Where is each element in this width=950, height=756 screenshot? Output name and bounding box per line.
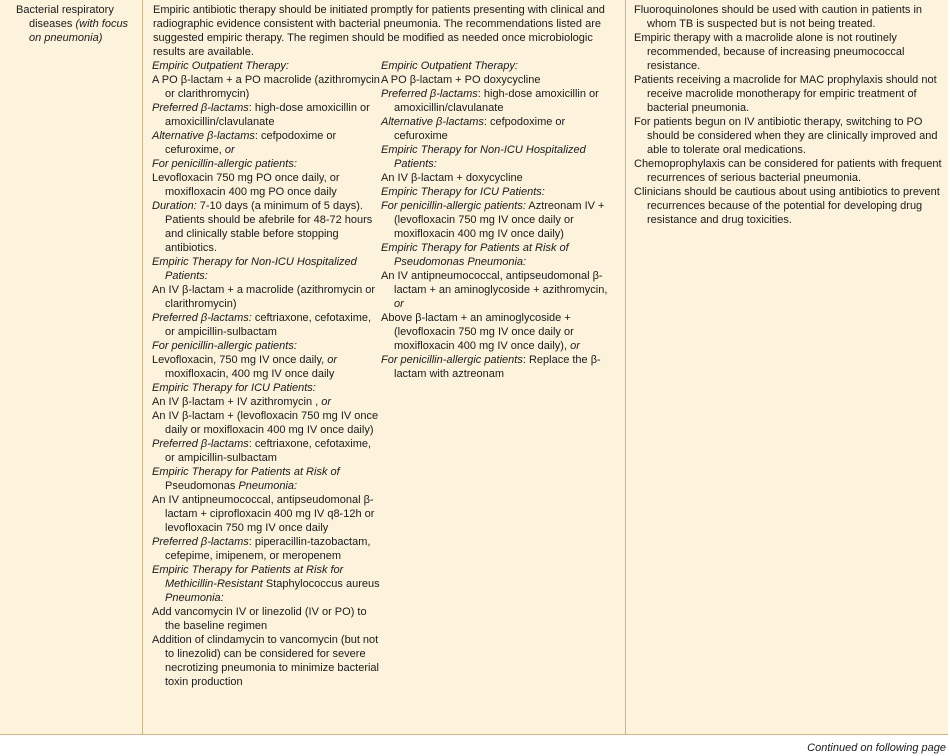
therapy-line: An IV antipneumococcal, antipseudomonal β-lactam + an aminoglycoside + azithromycin, or bbox=[381, 270, 608, 310]
therapy-line: Alternative β-lactams: cefpodoxime or cefuroxime bbox=[381, 116, 566, 142]
therapy-line: For penicillin-allergic patients: bbox=[152, 158, 297, 170]
preferred-therapy-list bbox=[152, 59, 380, 689]
therapy-line: Empiric Therapy for Non-ICU Hospitalized Patients: bbox=[381, 144, 586, 170]
comment-item: Clinicians should be cautious about using antibiotics to prevent recurrences because of the potential for developing drug resistance and drug toxicities. bbox=[634, 186, 940, 226]
continued-note: Continued on following page bbox=[807, 742, 946, 754]
therapy-line: A PO β-lactam + PO doxycycline bbox=[381, 74, 541, 86]
comment-item: Fluoroquinolones should be used with caution in patients in whom TB is suspected but is not being treated. bbox=[634, 4, 923, 30]
therapy-line: An IV β-lactam + a macrolide (azithromycin or clarithromycin) bbox=[152, 284, 376, 310]
therapy-line: Levofloxacin 750 mg PO once daily, or moxifloxacin 400 mg PO once daily bbox=[152, 172, 340, 198]
column-therapy bbox=[143, 0, 626, 734]
therapy-intro: Empiric antibiotic therapy should be initiated promptly for patients presenting with clinical and radiographic evidence consistent with bacterial pneumonia. The recommendations listed are suggested empiric therapy. The regimen should be modified as needed once microbiologic results are available. bbox=[153, 4, 605, 58]
therapy-line: Empiric Therapy for Patients at Risk of Pseudomonas Pneumonia: bbox=[152, 466, 340, 492]
therapy-line: Preferred β-lactams: piperacillin-tazobactam, cefepime, imipenem, or meropenem bbox=[152, 536, 371, 562]
therapy-line: Empiric Therapy for Patients at Risk for Methicillin-Resistant Staphylococcus aureus Pneumonia: bbox=[152, 564, 380, 604]
therapy-line: Empiric Therapy for Non-ICU Hospitalized Patients: bbox=[152, 256, 357, 282]
column-comments bbox=[626, 0, 948, 734]
therapy-line: Preferred β-lactams: high-dose amoxicillin or amoxicillin/clavulanate bbox=[152, 102, 370, 128]
therapy-line: Empiric Therapy for ICU Patients: bbox=[152, 382, 316, 394]
comment-item: Patients receiving a macrolide for MAC prophylaxis should not receive macrolide monotherapy for empiric treatment of bacterial pneumonia. bbox=[634, 74, 937, 114]
alternative-therapy-list bbox=[381, 59, 617, 689]
therapy-line: Preferred β-lactams: ceftriaxone, cefotaxime, or ampicillin-sulbactam bbox=[152, 438, 372, 464]
comment-item: Empiric therapy with a macrolide alone is not routinely recommended, because of increasing pneumococcal resistance. bbox=[634, 32, 905, 72]
therapy-line: An IV β-lactam + (levofloxacin 750 mg IV once daily or moxifloxacin 400 mg IV once daily) bbox=[152, 410, 379, 436]
therapy-line: Empiric Outpatient Therapy: bbox=[152, 60, 289, 72]
therapy-line: Add vancomycin IV or linezolid (IV or PO) to the baseline regimen bbox=[152, 606, 367, 632]
therapy-line: Duration: 7-10 days (a minimum of 5 days). Patients should be afebrile for 48-72 hours and clinically stable before stopping antibiotics. bbox=[152, 200, 373, 254]
therapy-line: Empiric Outpatient Therapy: bbox=[381, 60, 518, 72]
therapy-line: Levofloxacin, 750 mg IV once daily, or moxifloxacin, 400 mg IV once daily bbox=[152, 354, 338, 380]
therapy-line: Empiric Therapy for ICU Patients: bbox=[381, 186, 545, 198]
therapy-line: Above β-lactam + an aminoglycoside + (levofloxacin 750 mg IV once daily or moxifloxacin 400 mg IV once daily), or bbox=[381, 312, 580, 352]
therapy-line: A PO β-lactam + a PO macrolide (azithromycin or clarithromycin) bbox=[152, 74, 380, 100]
therapy-line: Addition of clindamycin to vancomycin (but not to linezolid) can be considered for severe necrotizing pneumonia to minimize bacterial toxin production bbox=[152, 634, 379, 688]
therapy-line: Preferred β-lactams: ceftriaxone, cefotaxime, or ampicillin-sulbactam bbox=[152, 312, 372, 338]
therapy-line: Empiric Therapy for Patients at Risk of Pseudomonas Pneumonia: bbox=[381, 242, 569, 268]
comments-list bbox=[626, 0, 948, 227]
therapy-line: An IV β-lactam + doxycycline bbox=[381, 172, 523, 184]
therapy-line: For penicillin-allergic patients: Aztreonam IV + (levofloxacin 750 mg IV once daily or moxifloxacin 400 mg IV once daily) bbox=[381, 200, 605, 240]
comment-item: Chemoprophylaxis can be considered for patients with frequent recurrences of serious bacterial pneumonia. bbox=[634, 158, 942, 184]
therapy-line: An IV antipneumococcal, antipseudomonal β-lactam + ciprofloxacin 400 mg IV q8-12h or levofloxacin 750 mg IV once daily bbox=[152, 494, 375, 534]
disease-category: Bacterial respiratory diseases (with focus on pneumonia) bbox=[16, 4, 129, 44]
comment-item: For patients begun on IV antibiotic therapy, switching to PO should be considered when they are clinically improved and able to tolerate oral medications. bbox=[634, 116, 938, 156]
therapy-line: For penicillin-allergic patients: Replace the β-lactam with aztreonam bbox=[381, 354, 601, 380]
therapy-line: Alternative β-lactams: cefpodoxime or cefuroxime, or bbox=[152, 130, 337, 156]
therapy-line: Preferred β-lactams: high-dose amoxicillin or amoxicillin/clavulanate bbox=[381, 88, 599, 114]
therapy-line: For penicillin-allergic patients: bbox=[152, 340, 297, 352]
therapy-line: An IV β-lactam + IV azithromycin , or bbox=[152, 396, 332, 408]
column-disease bbox=[0, 0, 143, 734]
